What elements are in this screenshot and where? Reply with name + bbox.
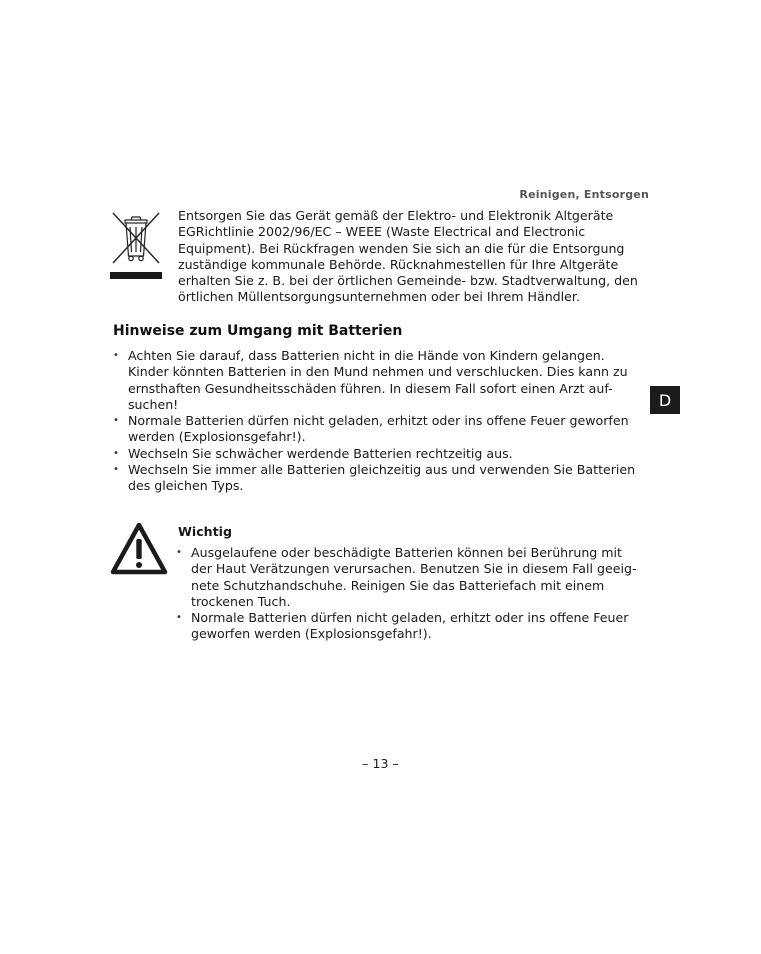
- list-item: • Normale Batterien dürfen nicht geladen, erhitzt oder ins offene Feuer geworfen werden (Explosionsgefahr!).: [176, 610, 646, 643]
- list-item: • Normale Batterien dürfen nicht geladen, erhitzt oder ins offene Feuer geworfen werden (Explosionsgefahr!).: [113, 413, 641, 446]
- list-item: • Achten Sie darauf, dass Batterien nicht in die Hände von Kindern gelangen. Kinder könnten Batterien in den Mund nehmen und verschlucken. Dies kann zu ernsthaften Gesundheitsschäden führen. In diesem Fall sofort einen Arzt auf-suchen!: [113, 348, 641, 413]
- list-item: • Ausgelaufene oder beschädigte Batterien können bei Berührung mit der Haut Verätzungen verursachen. Benutzen Sie in diesem Fall geeig-nete Schutzhandschuhe. Reinigen Sie das Batteriefach mit einem trockenen Tuch.: [176, 545, 646, 610]
- warning-title: Wichtig: [178, 524, 232, 539]
- warning-triangle-icon: [110, 522, 168, 575]
- language-tab: D: [650, 386, 680, 414]
- warning-list: [176, 545, 646, 643]
- running-header: Reinigen, Entsorgen: [519, 188, 649, 201]
- crossed-out-wheelie-bin-icon: [110, 210, 162, 280]
- battery-section-title: Hinweise zum Umgang mit Batterien: [113, 323, 403, 339]
- battery-hint-list: [113, 348, 641, 495]
- page-number: – 13 –: [362, 756, 399, 771]
- list-item: • Wechseln Sie immer alle Batterien gleichzeitig aus und verwenden Sie Batterien des gleichen Typs.: [113, 462, 641, 495]
- weee-disposal-text: Entsorgen Sie das Gerät gemäß der Elektro- und Elektronik Altgeräte EGRichtlinie 2002/96/EC – WEEE (Waste Electrical and Electronic Equipment). Bei Rückfragen wenden Sie sich an die für die Entsorgung zuständige kommunale Behörde. Rücknahmestellen für Ihre Altgeräte erhalten Sie z. B. bei der örtlichen Gemeinde- bzw. Stadtverwaltung, den örtlichen Müllentsorgungsunternehmen oder bei Ihrem Händler.: [178, 208, 638, 305]
- list-item: • Wechseln Sie schwächer werdende Batterien rechtzeitig aus.: [113, 446, 641, 462]
